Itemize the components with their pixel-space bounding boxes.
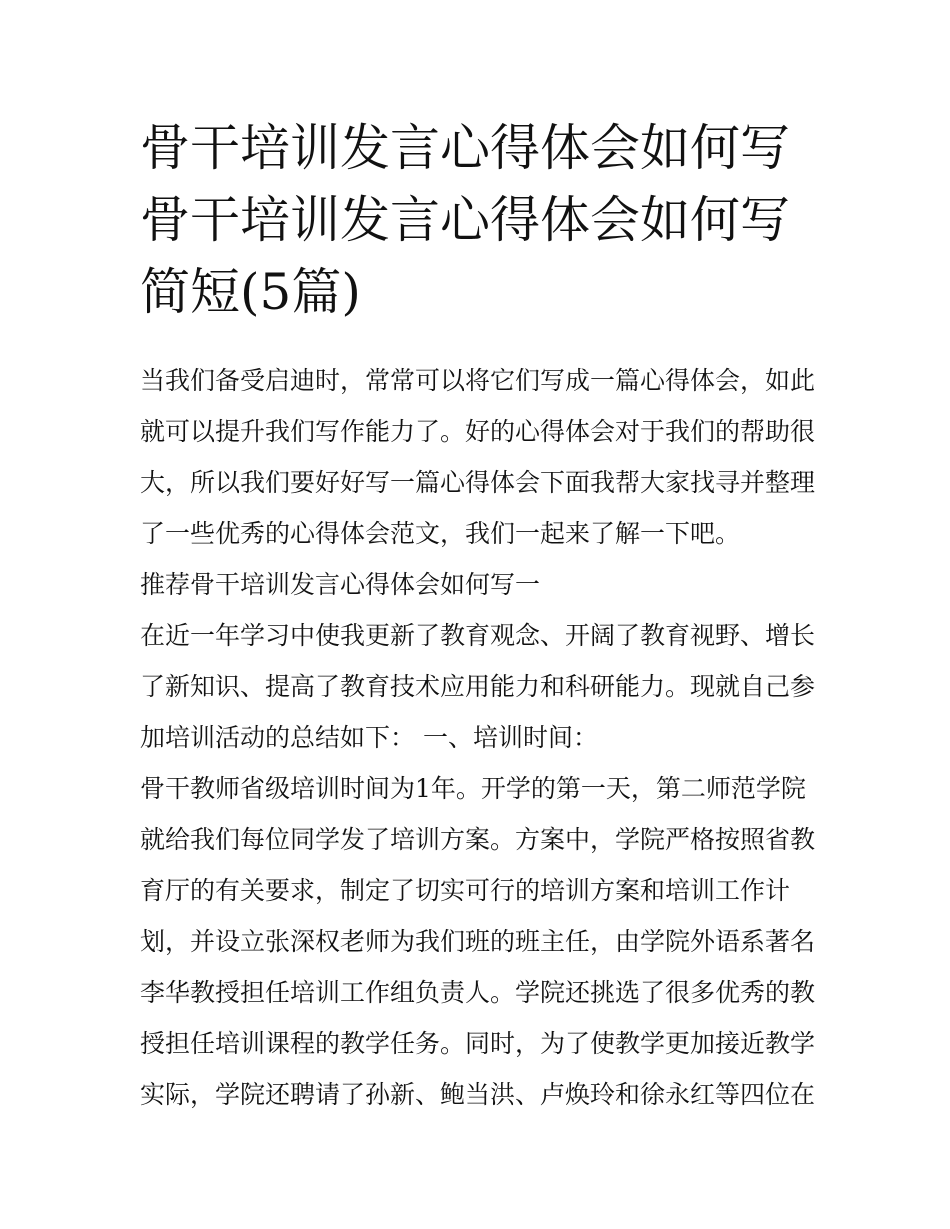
document-body	[140, 355, 820, 1120]
title-line: 骨干培训发言心得体会如何写	[140, 191, 790, 249]
body-line: 育厅的有关要求，制定了切实可行的培训方案和培训工作计	[140, 876, 791, 905]
title-line: 骨干培训发言心得体会如何写	[140, 119, 790, 177]
body-line: 了一些优秀的心得体会范文，我们一起来了解一下吧。	[140, 519, 741, 548]
section-heading: 推荐骨干培训发言心得体会如何写一	[140, 570, 541, 599]
body-line: 在近一年学习中使我更新了教育观念、开阔了教育视野、增长	[140, 621, 816, 650]
body-line: 了新知识、提高了教育技术应用能力和科研能力。现就自己参	[140, 672, 816, 701]
body-line: 划，并设立张深权老师为我们班的班主任，由学院外语系著名	[140, 927, 816, 956]
body-line: 骨干教师省级培训时间为1年。开学的第一天，第二师范学院	[140, 774, 806, 803]
body-line: 大，所以我们要好好写一篇心得体会下面我帮大家找寻并整理	[140, 468, 816, 497]
body-line: 就可以提升我们写作能力了。好的心得体会对于我们的帮助很	[140, 417, 816, 446]
body-line: 实际，学院还聘请了孙新、鲍当洪、卢焕玲和徐永红等四位在	[140, 1080, 816, 1109]
document-title	[140, 112, 820, 328]
body-line: 就给我们每位同学发了培训方案。方案中，学院严格按照省教	[140, 825, 816, 854]
body-line: 加培训活动的总结如下： 一、培训时间：	[140, 723, 598, 752]
body-line: 授担任培训课程的教学任务。同时，为了使教学更加接近教学	[140, 1029, 816, 1058]
title-line: 简短(5篇)	[140, 263, 361, 321]
body-line: 李华教授担任培训工作组负责人。学院还挑选了很多优秀的教	[140, 978, 816, 1007]
body-line: 当我们备受启迪时，常常可以将它们写成一篇心得体会，如此	[140, 366, 816, 395]
